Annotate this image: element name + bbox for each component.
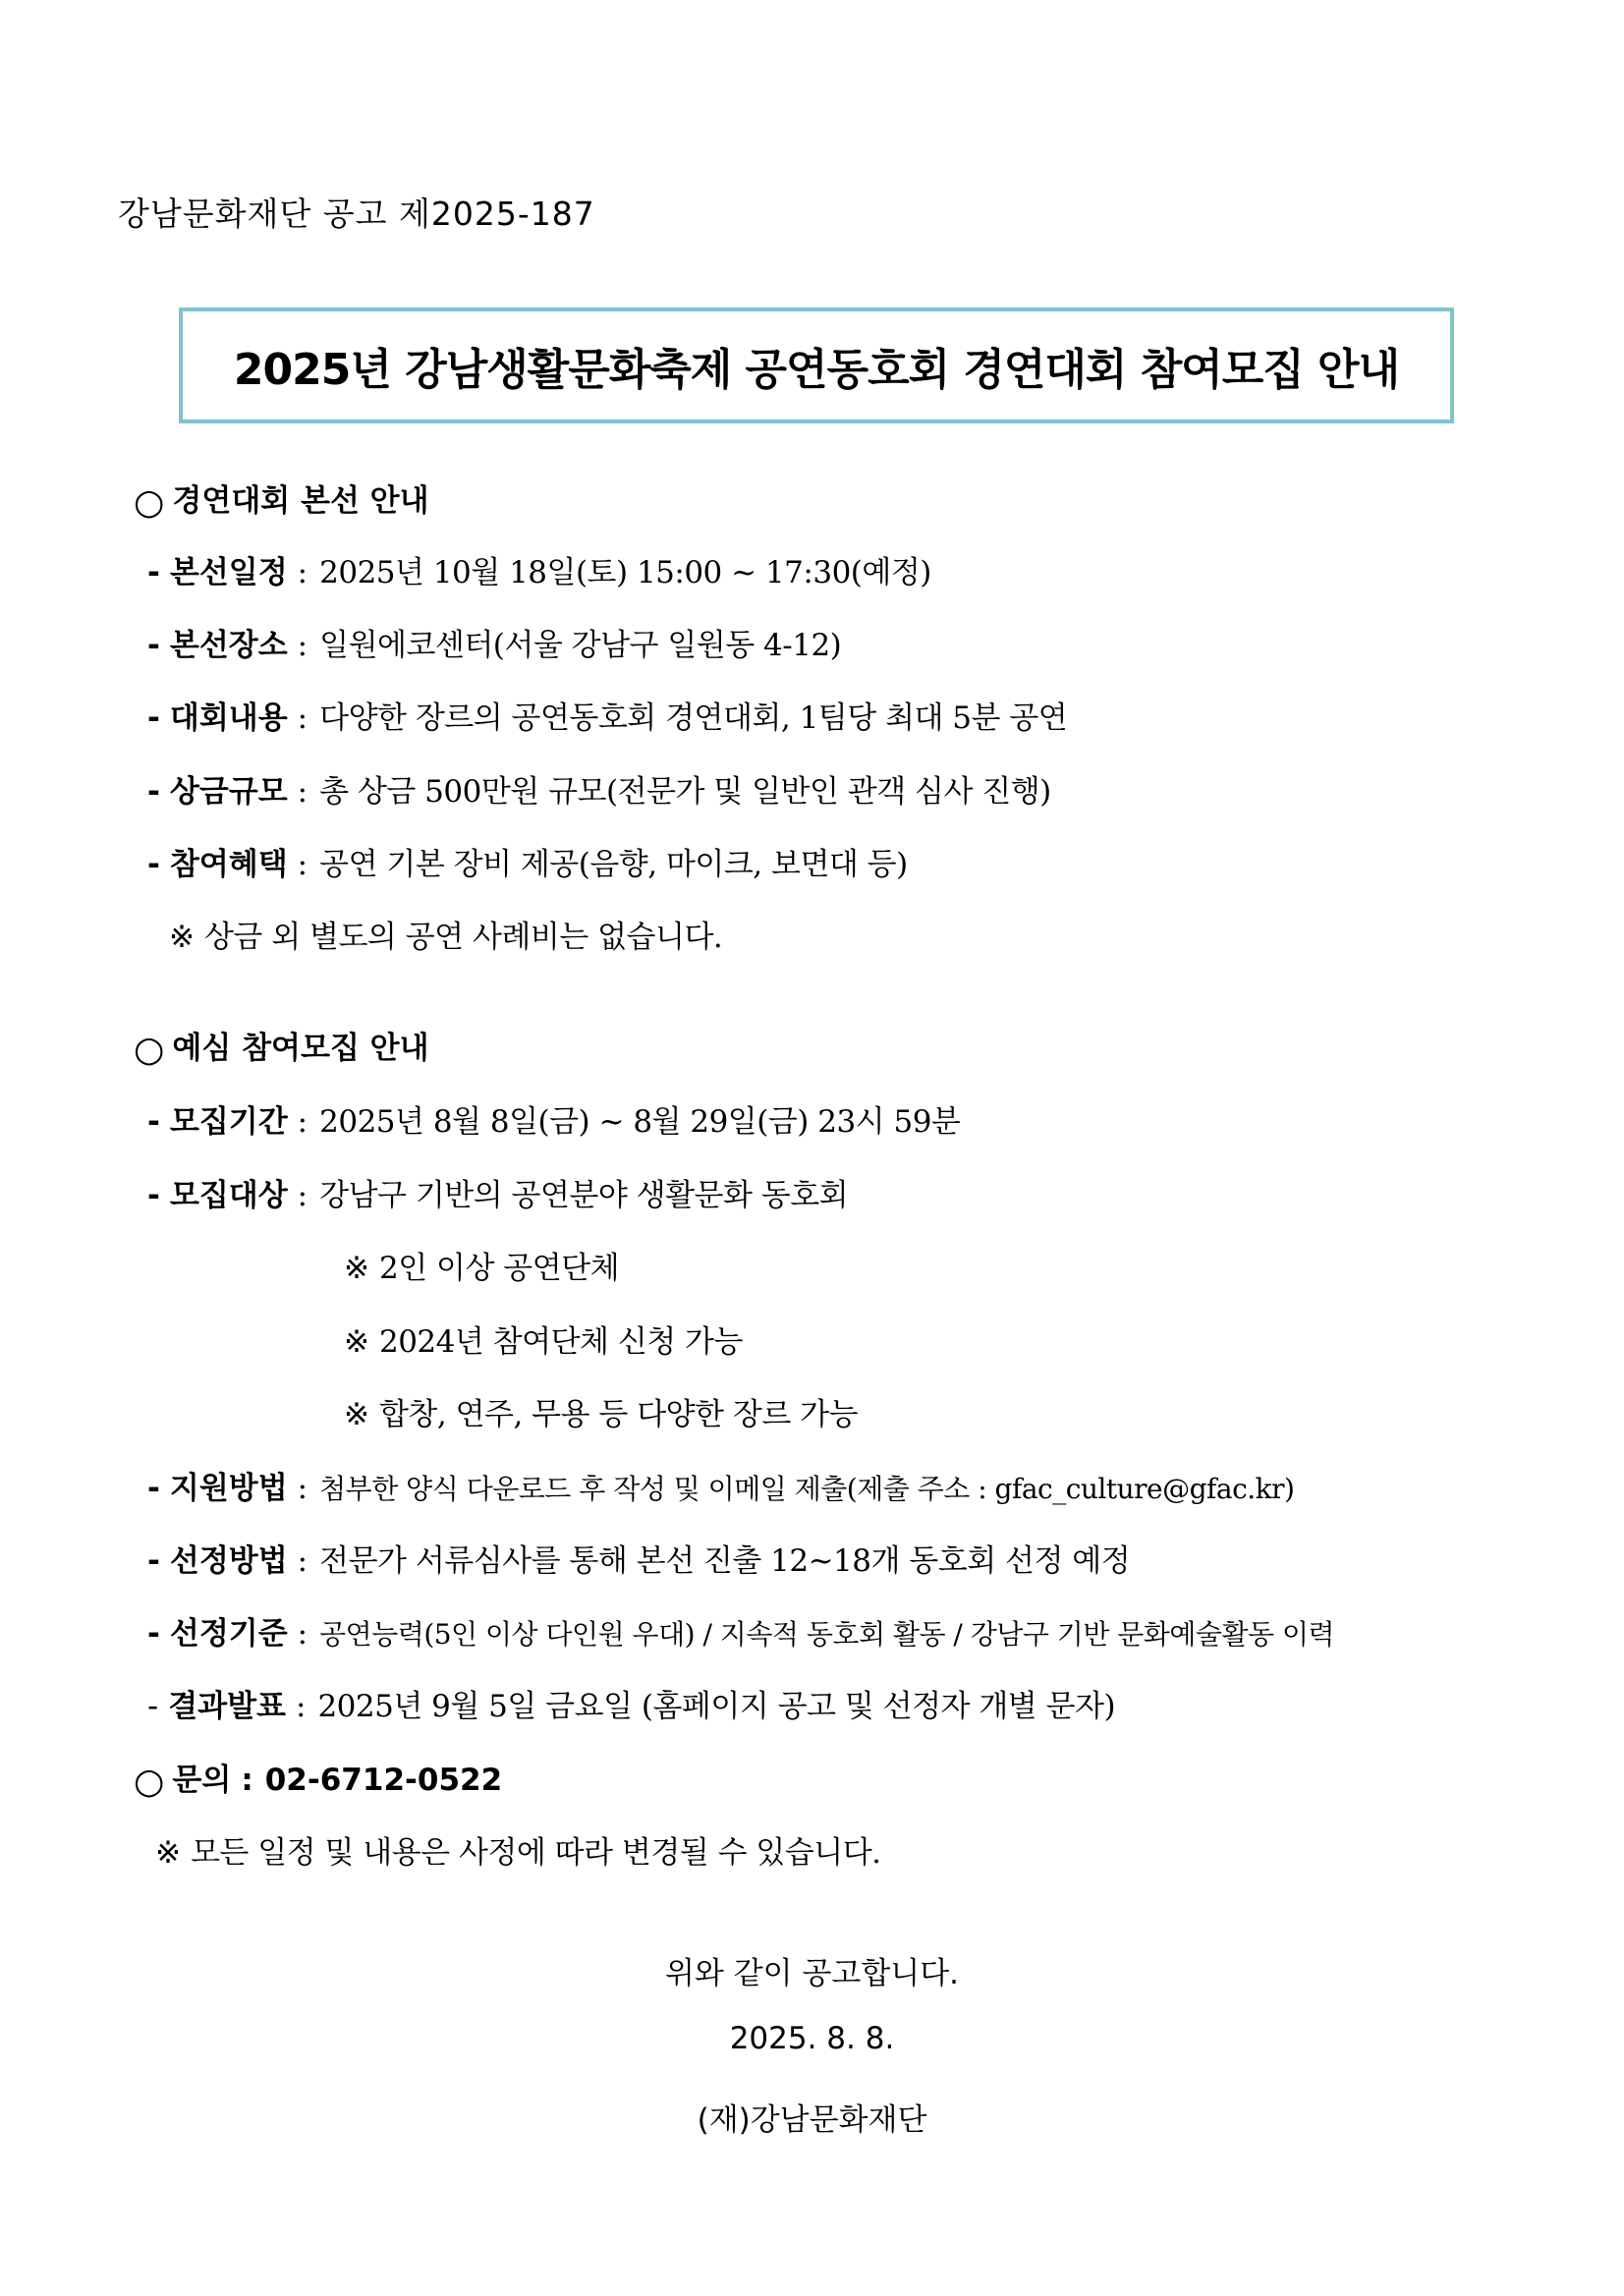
dash-bullet: - bbox=[147, 1616, 160, 1652]
colon: : bbox=[297, 1471, 308, 1506]
dash-bullet: - bbox=[147, 774, 160, 810]
note-mark-icon: ※ bbox=[344, 1397, 369, 1432]
final-section-heading bbox=[134, 481, 429, 523]
target-note bbox=[344, 1249, 619, 1288]
notice-number: 강남문화재단 공고 제2025-187 bbox=[118, 195, 595, 233]
item-label: 선정기준 bbox=[169, 1616, 288, 1652]
item-value: 다양한 장르의 공연동호회 경연대회, 1팀당 최대 5분 공연 bbox=[319, 700, 1068, 736]
issuer-name: (재)강남문화재단 bbox=[697, 2102, 927, 2138]
note-text: 모든 일정 및 내용은 사정에 따라 변경될 수 있습니다. bbox=[190, 1835, 881, 1871]
item-value: 공연능력(5인 이상 다인원 우대) / 지속적 동호회 활동 / 강남구 기반 문화예술활동 이력 bbox=[319, 1618, 1335, 1651]
circle-bullet-icon: ○ bbox=[134, 482, 165, 523]
target-note bbox=[344, 1395, 858, 1434]
colon: : bbox=[297, 774, 308, 810]
circle-bullet-icon: ○ bbox=[134, 1030, 165, 1070]
colon: : bbox=[297, 1543, 308, 1579]
item-value: 2025년 8월 8일(금) ~ 8월 29일(금) 23시 59분 bbox=[319, 1104, 961, 1140]
final-heading-text: 경연대회 본선 안내 bbox=[172, 483, 429, 519]
contact-label: 문의 bbox=[172, 1763, 232, 1798]
colon: : bbox=[297, 1178, 308, 1213]
item-value: 2025년 10월 18일(토) 15:00 ~ 17:30(예정) bbox=[319, 555, 931, 590]
item-label: 모집기간 bbox=[169, 1104, 288, 1140]
prelim-heading-text: 예심 참여모집 안내 bbox=[172, 1031, 429, 1066]
change-note bbox=[155, 1833, 881, 1873]
note-mark-icon: ※ bbox=[155, 1835, 181, 1871]
item-label: 본선장소 bbox=[169, 628, 288, 663]
final-item-prize bbox=[147, 772, 1051, 812]
item-value: 일원에코센터(서울 강남구 일원동 4-12) bbox=[319, 628, 842, 663]
prelim-item-selection bbox=[147, 1541, 1130, 1581]
dash-bullet: - bbox=[147, 1178, 160, 1213]
note-text: 상금 외 별도의 공연 사례비는 없습니다. bbox=[203, 920, 723, 955]
colon: : bbox=[297, 555, 308, 590]
final-item-content bbox=[147, 699, 1067, 738]
note-text: 2인 이상 공연단체 bbox=[378, 1251, 620, 1286]
closing-date: 2025. 8. 8. bbox=[729, 2021, 895, 2056]
colon: : bbox=[241, 1763, 253, 1798]
final-note bbox=[169, 918, 722, 957]
prelim-item-apply bbox=[147, 1469, 1294, 1509]
colon: : bbox=[297, 700, 308, 736]
item-label: 결과발표 bbox=[168, 1689, 286, 1724]
colon: : bbox=[297, 628, 308, 663]
note-text: 합창, 연주, 무용 등 다양한 장르 가능 bbox=[378, 1397, 859, 1432]
closing-statement: 위와 같이 공고합니다. bbox=[664, 1956, 960, 1991]
prelim-item-criteria bbox=[147, 1614, 1334, 1654]
colon: : bbox=[297, 1616, 308, 1652]
note-mark-icon: ※ bbox=[344, 1324, 369, 1360]
dash-bullet: - bbox=[147, 847, 160, 882]
dash-bullet: - bbox=[147, 1543, 160, 1579]
dash-bullet: - bbox=[147, 628, 160, 663]
item-label: 참여혜택 bbox=[169, 847, 288, 882]
item-label: 지원방법 bbox=[169, 1471, 288, 1506]
prelim-item-target bbox=[147, 1176, 848, 1215]
item-value: 첨부한 양식 다운로드 후 작성 및 이메일 제출(제출 주소 : gfac_culture@gfac.kr) bbox=[319, 1473, 1295, 1505]
dash-bullet: - bbox=[147, 1471, 160, 1506]
final-item-benefit bbox=[147, 845, 908, 884]
final-item-venue bbox=[147, 626, 841, 665]
item-value: 2025년 9월 5일 금요일 (홈페이지 공고 및 선정자 개별 문자) bbox=[317, 1689, 1116, 1724]
prelim-section-heading bbox=[134, 1029, 429, 1070]
contact-line bbox=[134, 1761, 502, 1802]
note-mark-icon: ※ bbox=[169, 920, 195, 955]
item-value: 공연 기본 장비 제공(음향, 마이크, 보면대 등) bbox=[319, 847, 908, 882]
title-box bbox=[179, 308, 1454, 423]
circle-bullet-icon: ○ bbox=[134, 1762, 165, 1802]
dash-bullet: - bbox=[147, 1689, 159, 1724]
contact-phone: 02-6712-0522 bbox=[264, 1763, 503, 1798]
dash-bullet: - bbox=[147, 1104, 160, 1140]
final-item-schedule bbox=[147, 553, 931, 592]
prelim-item-result bbox=[147, 1687, 1115, 1726]
prelim-item-period bbox=[147, 1102, 960, 1142]
document-title: 2025년 강남생활문화축제 공연동호회 경연대회 참여모집 안내 bbox=[233, 345, 1400, 395]
note-mark-icon: ※ bbox=[344, 1251, 369, 1286]
item-label: 대회내용 bbox=[169, 700, 288, 736]
note-text: 2024년 참여단체 신청 가능 bbox=[378, 1324, 743, 1360]
item-value: 강남구 기반의 공연분야 생활문화 동호회 bbox=[319, 1178, 849, 1213]
colon: : bbox=[295, 1689, 307, 1724]
colon: : bbox=[297, 847, 308, 882]
item-label: 상금규모 bbox=[169, 774, 288, 810]
item-value: 총 상금 500만원 규모(전문가 및 일반인 관객 심사 진행) bbox=[319, 774, 1051, 810]
item-label: 본선일정 bbox=[169, 555, 288, 590]
dash-bullet: - bbox=[147, 555, 160, 590]
item-value: 전문가 서류심사를 통해 본선 진출 12~18개 동호회 선정 예정 bbox=[319, 1543, 1131, 1579]
dash-bullet: - bbox=[147, 700, 160, 736]
item-label: 모집대상 bbox=[169, 1178, 288, 1213]
item-label: 선정방법 bbox=[169, 1543, 288, 1579]
target-note bbox=[344, 1322, 743, 1362]
colon: : bbox=[297, 1104, 308, 1140]
